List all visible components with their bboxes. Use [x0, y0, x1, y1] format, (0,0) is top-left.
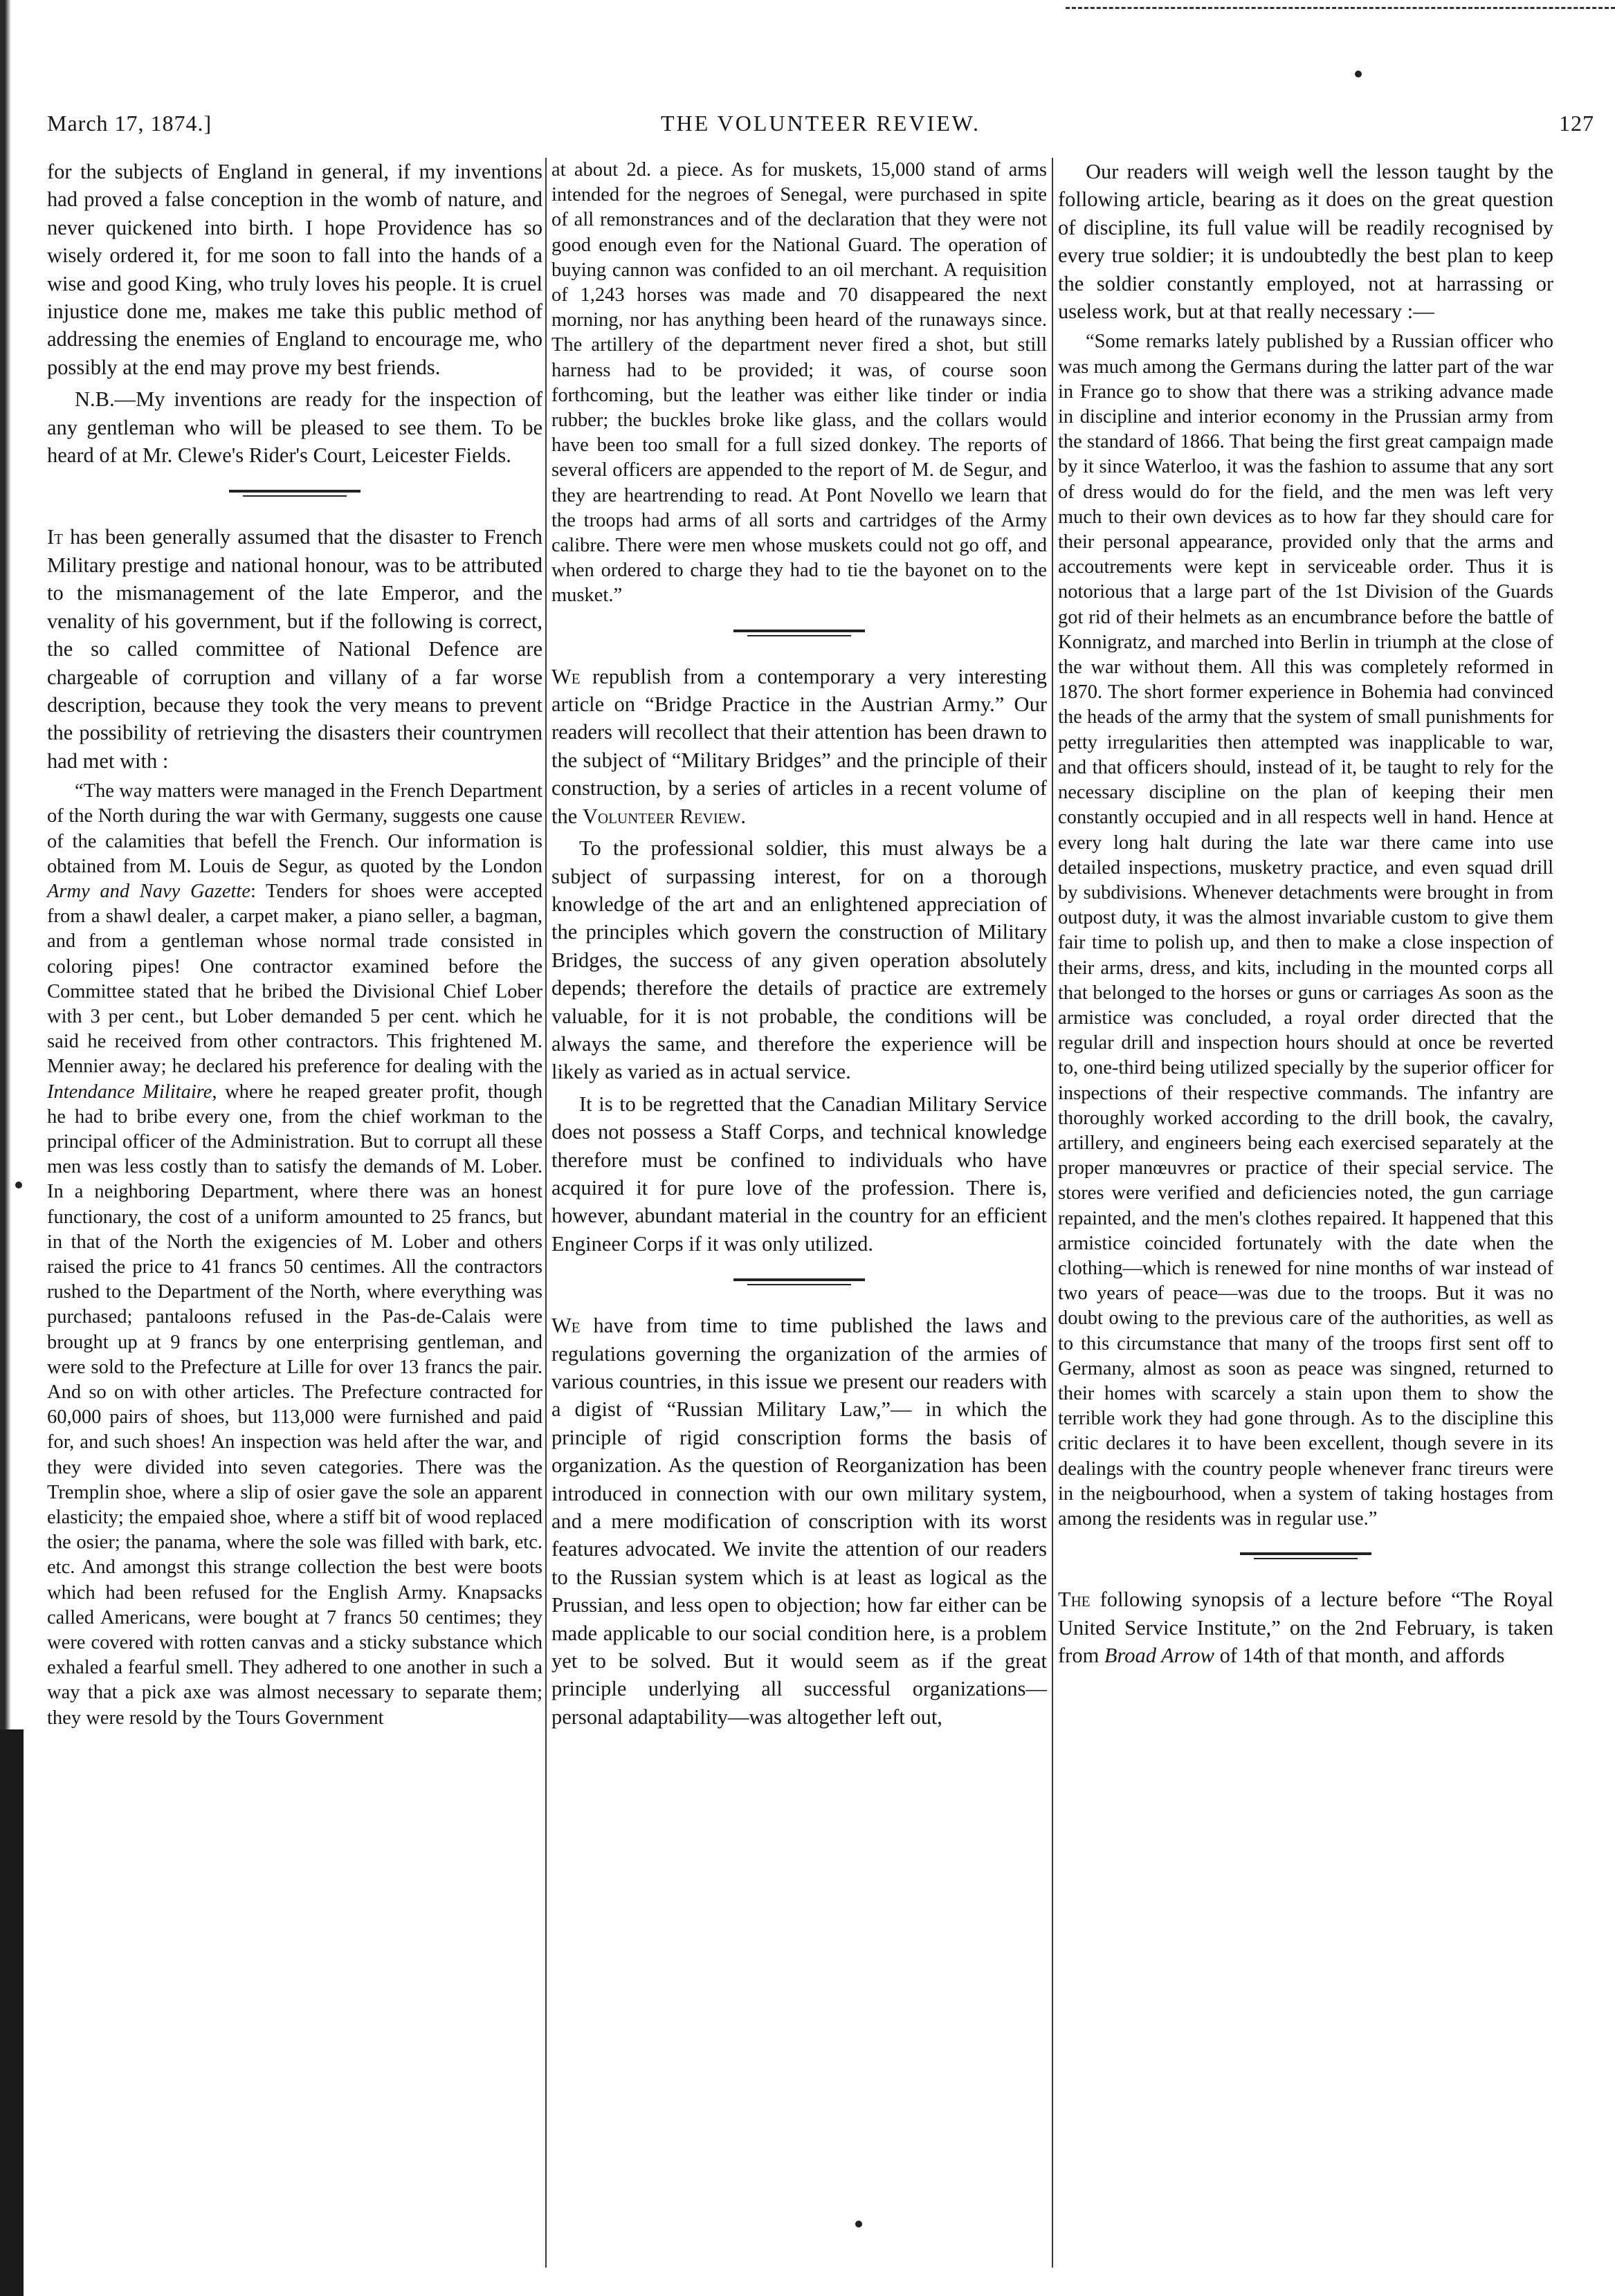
- section-divider: [551, 627, 1047, 642]
- drop-lead-word: We: [551, 1314, 581, 1338]
- drop-lead-word: The: [1058, 1588, 1091, 1612]
- section-divider: [1058, 1550, 1553, 1565]
- top-cut-rule: [1066, 7, 1615, 9]
- journal-name: Broad Arrow: [1104, 1644, 1214, 1667]
- quoted-report-continuation: at about 2d. a piece. As for muskets, 15,000 stand of arms intended for the negroes of Senegal, were purchased in spite of all remonstrances and of the declaration that they were not good enough even for the National Guard. The operation of buying cannon was confided to an oil merchant. A requisition of 1,243 horses was made and 70 disappeared the next morning, nor has anything been heard of the runaways since. The artillery of the department never fired a shot, but still harness had to be provided; it was, of course soon forthcoming, but the leather was either like tinder or india rubber; the buckles broke like glass, and the collars would have been too small for a full sized donkey. The reports of several officers are appended to the report of M. de Segur, and they are heartrending to read. At Pont Novello we learn that the troops had arms of all sorts and cartridges of the Army calibre. There were men whose muskets could not go off, and when ordered to charge they had to tie the bayonet on to the musket.”: [551, 159, 1047, 607]
- journal-name: Army and Navy Gazette: [47, 880, 251, 902]
- drop-lead-word: It: [47, 525, 63, 549]
- quoted-report-prussian-discipline: “Some remarks lately published by a Russian officer who was much among the Germans during the latter part of the war in France go to show that there was a striking advance made in discipline and interior economy in the Prussian army from the standard of 1866. That being the first great campaign made by it since Waterloo, it was the fashion to assume that any sort of dress would do for the field, and the men was left very much to their own devices as to how far they should care for their personal appearance, provided only that the arms and accoutrements were kept in serviceable order. Thus it is notorious that a large part of the 1st Division of the Guards got rid of their helmets as an encumbrance before the battle of Konnigratz, and marched into Berlin in triumph at the close of the war without them. All this was completely reformed in 1870. The short former experience in Bohemia had convinced the heads of the army that the system of small punishments for petty irregularities then attempted was inapplicable to war, and that officers should, instead of it, be taught to rely for the necessary discipline on the plan of keeping their men constantly occupied and in all respects well in hand. Hence at every long halt during the late war there came into use detailed inspections, musketry practice, and even squad drill by subdivisions. Whenever detachments were brought in from outpost duty, it was the almost invariable custom to give them fair time to polish up, and then to make a close inspection of their arms, dress, and kits, including in the mounted corps all that belonged to the horses or guns or carriages As soon as the armistice was concluded, a royal order directed that the regular drill and inspection hours should at once be reverted to, one-third being utilized specially by the superior officer for inspections of their respective commands. The infantry are thoroughly worked according to the drill book, the cavalry, artillery, and engineers being each exercised separately at the proper manœuvres or practice of their special service. The stores were verified and deficiencies noted, the gun carriage repainted, and the men's clothes repaired. It happened that this armistice coincided fortunately with the date when the clothing—which is renewed for nine months of war instead of two years of peace—was due to the troops. But it was no doubt owing to the previous care of the authorities, as well as to this circumstance that many of the troops first sent off to Germany, almost as soon as peace was singned, returned to their homes with scarcely a stain upon them to show the terrible work they had gone through. As to the discipline this critic declares it to have been excellent, though severe in its dealings with the country people whenever franc tireurs were in the neigbourhood, when a system of taking hostages from among the residents was in regular use.”: [1058, 331, 1553, 1530]
- column-1: [47, 158, 542, 1735]
- section-divider: [551, 1276, 1047, 1291]
- section-divider: [47, 487, 542, 502]
- article-lecture-synopsis: The following synopsis of a lecture before “The Royal United Service Institute,” on the 2nd February, is taken from Broad Arrow of 14th of that month, and affords: [1058, 1588, 1553, 1667]
- publication-title: THE VOLUNTEER REVIEW.: [660, 111, 981, 136]
- publication-name: Volunteer Review: [582, 804, 741, 828]
- issue-date: March 17, 1874.]: [47, 111, 212, 136]
- column-rule: [545, 158, 547, 2268]
- quoted-report-french-contracts: “The way matters were managed in the French Department of the North during the war with Germany, suggests one cause of the calamities that befell the French. Our information is obtained from M. Louis de Segur, as quoted by the London Army and Navy Gazette: Tenders for shoes were accepted from a shawl dealer, a carpet maker, a piano seller, a bagman, and from a gentleman whose normal trade consisted in coloring pipes! One contractor examined before the Committee stated that he bribed the Divisional Chief Lober with 3 per cent., but Lober demanded 5 per cent. which he said he received from other contractors. This frightened M. Mennier away; he declared his preference for dealing with the Intendance Militaire, where he reaped greater profit, though he had to bribe every one, from the chief workman to the principal officer of the Administration. But to corrupt all these men was less costly than to satisfy the demands of M. Lober. In a neighboring Department, where there was an honest functionary, the cost of a uniform amounted to 25 francs, but in that of the North the exigencies of M. Lober and others raised the price to 41 francs 50 centimes. All the contractors rushed to the Department of the North, where everything was purchased; pantaloons refused in the Pas-de-Calais were brought up at 9 francs by one enterprising gentleman, and were sold to the Prefecture at Lille for over 13 francs the pair. And so on with other articles. The Prefecture contracted for 60,000 pairs of shoes, but 113,000 were furnished and paid for, and such shoes! An inspection was held after the war, and they were divided into seven categories. There was the Tremplin shoe, where a slip of osier gave the sole an apparent elasticity; the empaied shoe, where a stiff bit of wood replaced the osier; the panama, where the sole was filled with bark, etc. etc. And amongst this strange collection the best were boots which had been refused for the English Army. Knapsacks called Americans, were bought at 7 francs 50 centimes; they were covered with rotten canvas and a sticky substance which exhaled a fearful smell. They adhered to one another in such a way that a pick axe was almost necessary to separate them; they were resold by the Tours Government: [47, 780, 542, 1729]
- letter-postscript: N.B.—My inventions are ready for the inspection of any gentleman who will be pleased to see them. To be heard of at Mr. Clewe's Rider's Court, Leicester Fields.: [47, 387, 542, 468]
- article-discipline-intro: Our readers will weigh well the lesson taught by the following article, bearing as it does on the great question of discipline, its full value will be readily recognised by every true soldier; it is undoubtedly the best plan to keep the soldier constantly employed, not at harrassing or useless work, but at that really necessary :—: [1058, 160, 1553, 324]
- article-staff-corps: It is to be regretted that the Canadian Military Service does not possess a Staff Corps, and technical knowledge therefore must be confined to individuals who have acquired it for pure love of the profession. There is, however, abundant material in the country for an efficient Engineer Corps if it was only utilized.: [551, 1092, 1047, 1256]
- drop-lead-word: We: [551, 664, 581, 688]
- article-bridge-practice-body: To the professional soldier, this must always be a subject of surpassing interest, for on a thorough knowledge of the art and an enlightened appreciation of the principles which govern the construction of Military Bridges, the success of any given operation absolutely depends; therefore the details of practice are extremely valuable, for it is not probable, the conditions will be always the same, and therefore the experience will be likely as varied as in actual service.: [551, 836, 1047, 1084]
- column-2: [551, 158, 1047, 1735]
- page-edge-smudge: [0, 1729, 24, 2296]
- ink-speck: [1355, 71, 1362, 77]
- column-rule: [1052, 158, 1053, 2268]
- masthead: [47, 111, 1594, 152]
- ink-speck: [855, 2221, 862, 2228]
- column-3: [1058, 158, 1553, 1673]
- letter-closing-paragraph: for the subjects of England in general, if my inventions had proved a false conception in the womb of nature, and never quickened into birth. I hope Providence has so wisely ordered it, for me soon to fall into the hands of a wise and good King, who truly loves his people. It is cruel injustice done me, makes me take this public method of addressing the enemies of England to encourage me, who possibly at the end may prove my best friends.: [47, 160, 542, 379]
- page-number: 127: [1559, 111, 1594, 136]
- article-russian-law: We have from time to time published the laws and regulations governing the organization of the armies of various countries, in this issue we present our readers with a digist of “Russian Military Law,”— in which the principle of rigid conscription forms the basis of organization. As the question of Reorganization has been introduced in connection with our own military system, and a mere modification of conscription with its worst features advocated. We invite the attention of our readers to the Russian system which is at least as logical as the Prussian, and less open to objection; how far either can be made applicable to our social condition here, is a problem yet to be solved. But it would seem as if the great principle underlying all successful organizations—personal adaptability—was altogether left out,: [551, 1314, 1047, 1729]
- institution-name: Intendance Militaire: [47, 1081, 212, 1103]
- ink-speck: [15, 1182, 22, 1188]
- article-bridge-practice-intro: We republish from a contemporary a very interesting article on “Bridge Practice in the Austrian Army.” Our readers will recollect that their attention has been drawn to the subject of “Military Bridges” and the principle of their construction, by a series of articles in a recent volume of the Volunteer Review.: [551, 664, 1047, 828]
- article-french-defence-intro: It has been generally assumed that the disaster to French Military prestige and national honour, was to be attributed to the mismanagement of the late Emperor, and the venality of his government, but if the following is correct, the so called committee of National Defence are chargeable of corruption and villany of a far worse description, because they took the very means to prevent the possibility of retrieving the disasters their countrymen had met with :: [47, 525, 542, 773]
